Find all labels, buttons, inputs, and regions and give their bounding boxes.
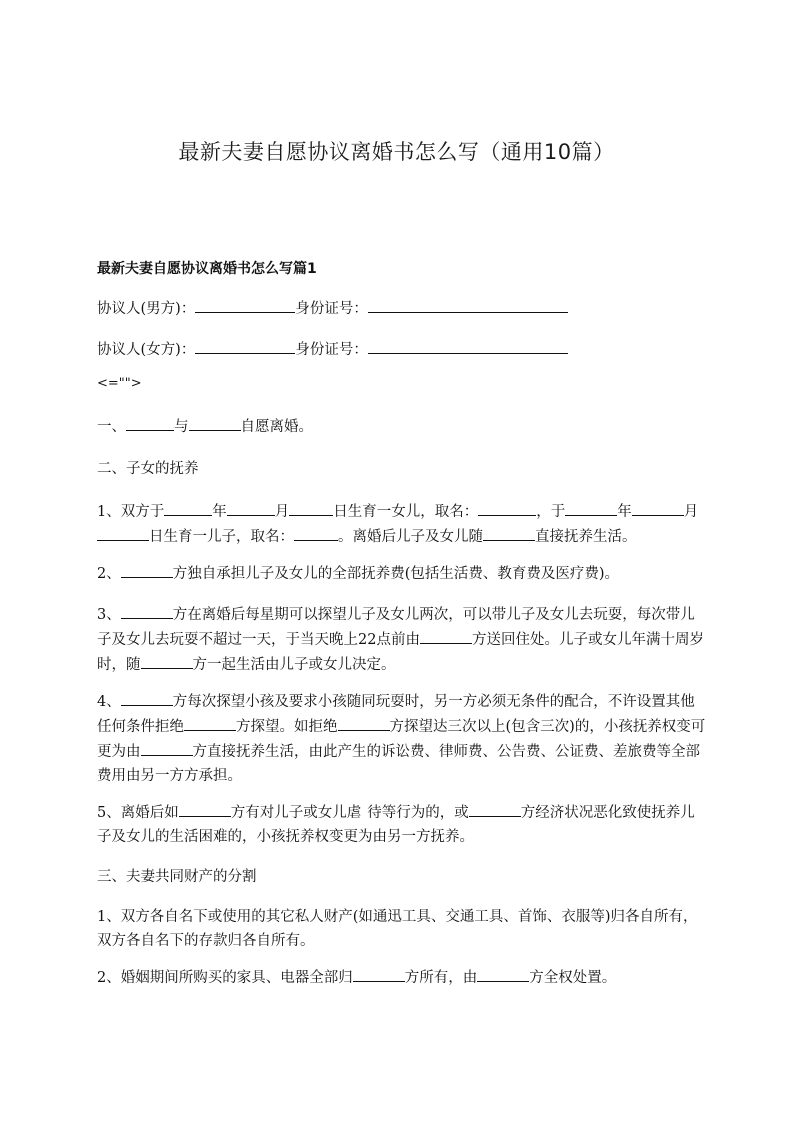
item-three-blank-c — [141, 652, 193, 669]
item-four-text-a: 4、 — [97, 694, 121, 710]
item-one-text-j: 直接抚养生活。 — [535, 529, 637, 545]
item-one-text-c: 月 — [274, 504, 290, 520]
party-male-id-blank — [368, 296, 568, 313]
property-item-one: 1、双方各自名下或使用的其它私人财产(如通迅工具、交通工具、首饰、衣服等)归各自所有，双方各自名下的存款归各自所有。 — [97, 909, 698, 949]
property-item-two-text-a: 2、婚姻期间所购买的家具、电器全部归 — [97, 970, 353, 986]
property-item-two — [97, 965, 707, 990]
item-one-text-a: 1、双方于 — [97, 504, 165, 520]
item-one-blank-day — [289, 499, 333, 516]
party-male-line — [97, 296, 707, 321]
party-male-id-label: 身份证号： — [295, 301, 368, 317]
page-title: 最新夫妻自愿协议离婚书怎么写（通用10篇） — [178, 140, 615, 164]
party-female-label: 协议人(女方)： — [97, 342, 196, 358]
party-female-name-blank — [195, 337, 295, 354]
property-item-two-text-c: 方全权处置。 — [529, 970, 617, 986]
item-one-blank-custodian — [483, 524, 535, 541]
party-female-line — [97, 337, 707, 362]
clause-one-blank-a — [126, 414, 174, 431]
item-four-blank-d — [141, 739, 193, 756]
item-five — [97, 800, 707, 849]
clause-one — [97, 414, 707, 439]
party-female-id-blank — [368, 337, 568, 354]
item-four-text-e: 方直接抚养生活，由此产生的诉讼费、律师费、公告费、公证费、差旅费等全部费用由另一方方承担。 — [97, 744, 700, 784]
clause-one-mid: 与 — [174, 419, 189, 435]
item-five-text-b: 方有对儿子或女儿虐 — [230, 805, 362, 821]
item-four-text-b: 方每次探望小孩及要求小孩随同玩耍时，另一方必须无条件的配合，不许设置其他任何条件拒绝 — [97, 694, 695, 735]
stray-markup-text: <=""> — [97, 376, 142, 391]
item-four — [97, 689, 707, 788]
clause-one-blank-b — [189, 414, 241, 431]
item-three-text-b: 方在离婚后每星期可以探望儿子及女儿两次，可以带儿子及女儿去玩耍，每次带儿子及女儿去玩耍不超过一天，于当天晚上22点前由 — [97, 607, 695, 648]
item-two-text-a: 2、 — [97, 566, 121, 582]
item-two-blank — [121, 561, 173, 578]
item-one-blank-son-name — [294, 524, 338, 541]
item-five-blank-b — [469, 800, 521, 817]
item-one-blank-year2 — [565, 499, 617, 516]
item-two-text-b: 方独自承担儿子及女儿的全部抚养费(包括生活费、教育费及医疗费)。 — [172, 566, 620, 582]
party-female-id-label: 身份证号： — [295, 342, 368, 358]
item-one-text-i: 。离婚后儿子及女儿随 — [338, 529, 483, 545]
item-three-blank-a — [121, 602, 173, 619]
item-three-text-a: 3、 — [97, 607, 121, 623]
clause-one-prefix: 一、 — [97, 419, 126, 435]
item-five-blank-a — [179, 800, 231, 817]
item-five-text-a: 5、离婚后如 — [97, 805, 179, 821]
section-heading: 最新夫妻自愿协议离婚书怎么写篇1 — [97, 261, 317, 277]
item-one — [97, 499, 707, 549]
heading-child-support: 二、子女的抚养 — [97, 461, 199, 477]
item-one-blank-day2 — [97, 524, 149, 541]
item-four-blank-a — [121, 689, 173, 706]
item-two — [97, 561, 707, 586]
item-one-blank-month — [227, 499, 275, 516]
item-four-text-c: 方探望。如拒绝 — [236, 719, 338, 735]
item-one-blank-year — [164, 499, 212, 516]
property-item-two-blank-a — [353, 965, 405, 982]
party-male-name-blank — [195, 296, 295, 313]
item-three-text-d: 方一起生活由儿子或女儿决定。 — [192, 657, 396, 673]
item-one-text-e: ，于 — [536, 504, 566, 520]
item-one-text-h: 日生育一儿子，取名： — [149, 529, 294, 545]
item-one-text-g: 月 — [683, 504, 699, 520]
item-five-text-c: 待等行为的，或 — [367, 805, 469, 821]
item-one-text-f: 年 — [617, 504, 632, 520]
item-four-text-d: 方探望达三次以上(包含三次)的，小孩抚养权变可更为由 — [97, 719, 706, 760]
item-one-text-b: 年 — [212, 504, 227, 520]
item-one-blank-month2 — [632, 499, 684, 516]
item-four-blank-b — [184, 714, 236, 731]
item-one-text-d: 日生育一女儿，取名： — [333, 504, 479, 520]
item-one-blank-daughter-name — [478, 499, 536, 516]
property-item-two-text-b: 方所有，由 — [404, 970, 478, 986]
property-item-two-blank-b — [477, 965, 529, 982]
item-four-blank-c — [338, 714, 390, 731]
item-three-text-c: 方送回住处。儿子或女儿年满十周岁时，随 — [97, 632, 704, 673]
heading-property-division: 三、夫妻共同财产的分割 — [97, 869, 257, 885]
item-three-blank-b — [420, 627, 472, 644]
item-three — [97, 602, 707, 677]
party-male-label: 协议人(男方)： — [97, 301, 196, 317]
clause-one-suffix: 自愿离婚。 — [240, 419, 313, 435]
item-five-text-d: 方经济状况恶化致使抚养儿子及女儿的生活困难的，小孩抚养权变更为由另一方抚养。 — [97, 805, 695, 845]
document-body — [97, 258, 707, 1002]
